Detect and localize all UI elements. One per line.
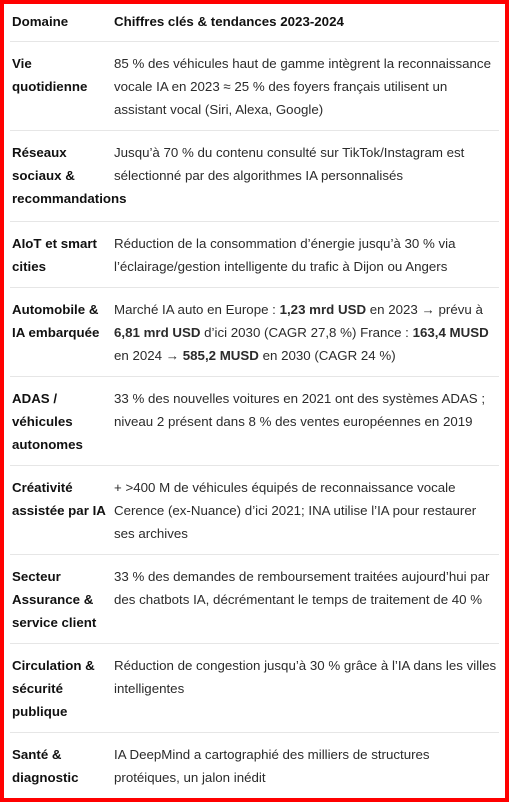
row-data: Réduction de la consommation d’énergie jusqu’à 30 % via l’éclairage/gestion intelligente du trafic à Dijon ou Angers [110, 222, 499, 288]
row-data: + >400 M de véhicules équipés de reconnaissance vocale Cerence (ex‑Nuance) d’ici 2021; INA utilise l’IA pour restaurer ses archives [110, 466, 499, 555]
table-row [10, 644, 499, 733]
text-part: en 2023 → prévu à [366, 302, 483, 317]
row-domain: Créativité assistée par IA [10, 466, 110, 555]
value-europe-2030: 6,81 mrd USD [114, 325, 201, 340]
text-part: d’ici 2030 (CAGR 27,8 %) France : [200, 325, 413, 340]
text-part: Marché IA auto en Europe : [114, 302, 280, 317]
row-domain: ADAS / véhicules autonomes [10, 377, 110, 466]
row-domain: AIoT et smart cities [10, 222, 110, 288]
row-data: 85 % des véhicules haut de gamme intègrent la reconnaissance vocale IA en 2023 ≈ 25 % des foyers français utilisent un assistant vocal (Siri, Alexa, Google) [110, 42, 499, 131]
row-data-automobile [110, 288, 499, 377]
text-part: en 2024 → [114, 348, 183, 363]
row-domain: Secteur Assurance & service client [10, 555, 110, 644]
table-row [10, 288, 499, 377]
row-domain: Santé & diagnostic [12, 747, 79, 785]
value-france-2024: 163,4 MUSD [412, 325, 489, 340]
table-header-row [10, 4, 499, 42]
row-data: 33 % des nouvelles voitures en 2021 ont des systèmes ADAS ; niveau 2 présent dans 8 % des ventes européennes en 2019 [110, 377, 499, 466]
table-row [10, 42, 499, 131]
table-row [10, 466, 499, 555]
table-row [10, 131, 499, 222]
row-domain: Circulation & sécurité publique [10, 644, 110, 733]
row-domain: Automobile & IA embarquée [10, 288, 110, 377]
stats-table [10, 4, 499, 798]
value-europe-2023: 1,23 mrd USD [279, 302, 367, 317]
row-data: Réduction de congestion jusqu’à 30 % grâce à l’IA dans les villes intelligentes [110, 644, 499, 733]
value-france-2030: 585,2 MUSD [182, 348, 259, 363]
table-row [10, 733, 499, 799]
table-row [10, 222, 499, 288]
table-row [10, 377, 499, 466]
row-domain: Vie quotidienne [10, 42, 110, 131]
row-domain: Réseaux sociaux & recommandations [10, 131, 110, 222]
row-data: IA DeepMind a cartographié des milliers de structures protéiques, un jalon inédit [114, 747, 430, 785]
row-data: 33 % des demandes de remboursement traitées aujourd’hui par des chatbots IA, décrémentant le temps de traitement de 40 % [110, 555, 499, 644]
header-data: Chiffres clés & tendances 2023‑2024 [110, 4, 499, 42]
header-domain: Domaine [10, 4, 110, 42]
table-row [10, 555, 499, 644]
text-part: en 2030 (CAGR 24 %) [258, 348, 396, 363]
row-data: Jusqu’à 70 % du contenu consulté sur TikTok/Instagram est sélectionné par des algorithmes IA personnalisés [110, 131, 499, 222]
